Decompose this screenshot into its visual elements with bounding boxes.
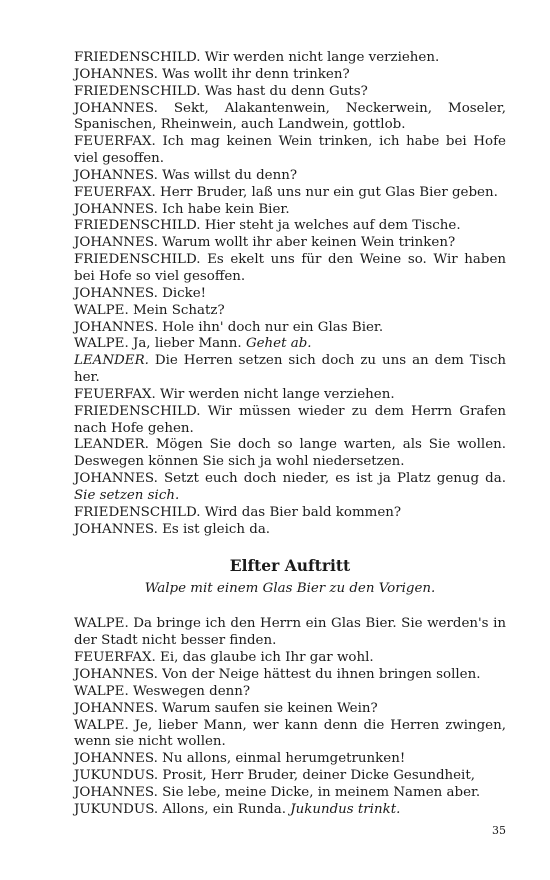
stage-direction: Jukundus trinkt. bbox=[290, 801, 401, 817]
dialogue-line: FEUERFAX. Herr Bruder, laß uns nur ein gut Glas Bier geben. bbox=[74, 184, 498, 200]
dialogue-line: WALPE. Da bringe ich den Herrn ein Glas Bier. Sie werden's in der Stadt nicht besser finden. bbox=[74, 616, 506, 649]
speaker-italic: LEANDER. bbox=[74, 353, 149, 369]
dialogue-line: FEUERFAX. Wir werden nicht lange verziehen. bbox=[74, 386, 395, 402]
dialogue-line: FRIEDENSCHILD. Wir müssen wieder zu dem Herrn Grafen nach Hofe gehen. bbox=[74, 403, 506, 436]
scene-heading: Elfter Auftritt bbox=[229, 556, 351, 576]
dialogue-section-2 bbox=[74, 616, 506, 818]
dialogue-line: FRIEDENSCHILD. Es ekelt uns für den Weine so. Wir haben bei Hofe so viel gesoffen. bbox=[74, 252, 506, 284]
dialogue-line: JUKUNDUS. Allons, ein Runda. Jukundus trinkt. bbox=[74, 801, 401, 817]
stage-direction: Sie setzen sich. bbox=[74, 487, 180, 503]
dialogue-line: FRIEDENSCHILD. Wir werden nicht lange verziehen. bbox=[74, 50, 440, 65]
page-body bbox=[74, 50, 506, 819]
dialogue-section-1 bbox=[74, 50, 506, 538]
dialogue-line: WALPE. Weswegen denn? bbox=[74, 683, 251, 699]
dialogue-line: JOHANNES. Warum saufen sie keinen Wein? bbox=[74, 700, 378, 716]
dialogue-line: JOHANNES. Es ist gleich da. bbox=[74, 521, 271, 537]
dialogue-line: WALPE. Je, lieber Mann, wer kann denn die Herren zwingen, wenn sie nicht wollen. bbox=[74, 717, 506, 750]
dialogue-line: JOHANNES. Dicke! bbox=[74, 285, 207, 301]
dialogue-line: JOHANNES. Ich habe kein Bier. bbox=[74, 201, 290, 217]
dialogue-line: JOHANNES. Von der Neige hättest du ihnen bringen sollen. bbox=[74, 667, 481, 682]
dialogue-line: FRIEDENSCHILD. Hier steht ja welches auf dem Tische. bbox=[74, 218, 461, 234]
dialogue-line: JOHANNES. Nu allons, einmal herumgetrunken! bbox=[74, 751, 406, 767]
page-number: 35 bbox=[492, 824, 506, 837]
dialogue-line: FRIEDENSCHILD. Wird das Bier bald kommen? bbox=[74, 504, 402, 520]
dialogue-line: WALPE. Mein Schatz? bbox=[74, 302, 225, 318]
dialogue-line: JOHANNES. Hole ihn' doch nur ein Glas Bier. bbox=[74, 319, 384, 335]
dialogue-line: FEUERFAX. Ich mag keinen Wein trinken, ich habe bei Hofe viel gesoffen. bbox=[74, 134, 506, 167]
dialogue-line: JOHANNES. Was willst du denn? bbox=[74, 167, 298, 183]
dialogue-line: JOHANNES. Was wollt ihr denn trinken? bbox=[74, 66, 350, 82]
dialogue-line: JUKUNDUS. Prosit, Herr Bruder, deiner Dicke Gesundheit, bbox=[74, 768, 475, 784]
dialogue-line: FRIEDENSCHILD. Was hast du denn Guts? bbox=[74, 83, 368, 99]
dialogue-line: JOHANNES. Sie lebe, meine Dicke, in meinem Namen aber. bbox=[74, 784, 481, 800]
dialogue-line: LEANDER. Die Herren setzen sich doch zu uns an dem Tisch her. bbox=[74, 353, 506, 386]
dialogue-line: WALPE. Ja, lieber Mann. Gehet ab. bbox=[74, 336, 312, 352]
dialogue-line: JOHANNES. Sekt, Alakantenwein, Neckerwein, Moseler, Spanischen, Rheinwein, auch Landwein, gottlob. bbox=[74, 100, 506, 133]
dialogue-line: JOHANNES. Warum wollt ihr aber keinen Wein trinken? bbox=[74, 235, 456, 251]
stage-direction: Gehet ab. bbox=[245, 336, 312, 352]
dialogue-line: LEANDER. Mögen Sie doch so lange warten, als Sie wollen. Deswegen können Sie sich ja wohl niedersetzen. bbox=[74, 437, 506, 470]
scene-direction: Walpe mit einem Glas Bier zu den Vorigen. bbox=[144, 581, 436, 597]
dialogue-line: JOHANNES. Setzt euch doch nieder, es ist ja Platz genug da. Sie setzen sich. bbox=[74, 471, 506, 503]
dialogue-line: FEUERFAX. Ei, das glaube ich Ihr gar wohl. bbox=[74, 650, 374, 666]
